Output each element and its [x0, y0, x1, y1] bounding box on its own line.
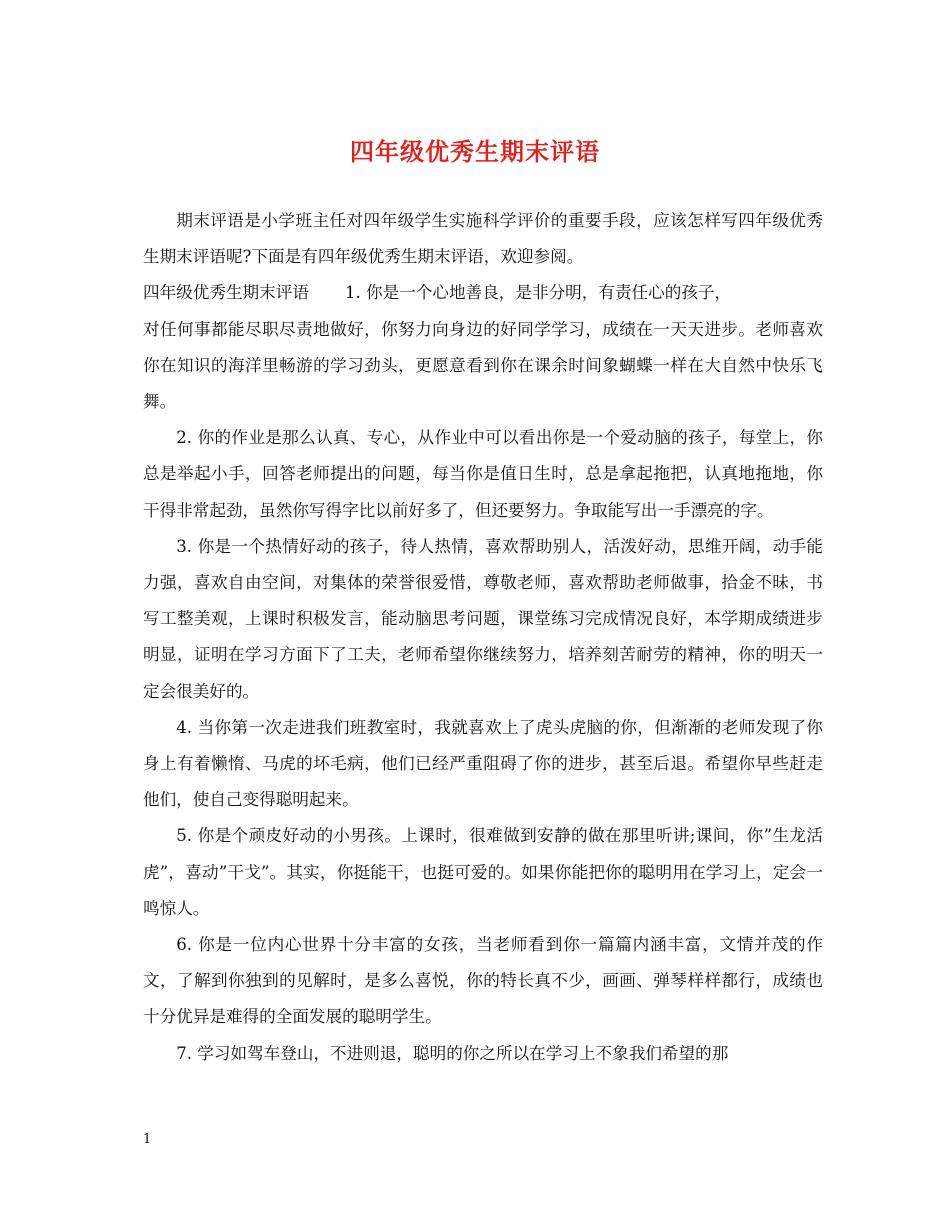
comment-item-1-start: 1. 你是一个心地善良，是非分明，有责任心的孩子，	[344, 283, 732, 303]
section-heading: 四年级优秀生期末评语	[143, 283, 309, 303]
comment-item-7: 7. 学习如驾车登山，不进则退，聪明的你之所以在学习上不象我们希望的那	[176, 1043, 729, 1063]
comment-item-5: 5. 你是个顽皮好动的小男孩。上课时，很难做到安静的做在那里听讲;课间，你”生龙活虎”，喜动”干戈”。其实，你挺能干，也挺可爱的。如果你能把你的聪明用在学习上，定会一鸣惊人。	[143, 826, 823, 918]
comment-item-3: 3. 你是一个热情好动的孩子，待人热情，喜欢帮助别人，活泼好动，思维开阔，动手能力强，喜欢自由空间，对集体的荣誉很爱惜，尊敬老师，喜欢帮助老师做事，拾金不昧，书写工整美观，上课时积极发言，能动脑思考问题，课堂练习完成情况良好，本学期成绩进步明显，证明在学习方面下了工夫，老师希望你继续努力，培养刻苦耐劳的精神，你的明天一定会很美好的。	[143, 536, 823, 701]
comment-item-1-body: 对任何事都能尽职尽责地做好，你努力向身边的好同学学习，成绩在一天天进步。老师喜欢你在知识的海洋里畅游的学习劲头，更愿意看到你在课余时间象蝴蝶一样在大自然中快乐飞舞。	[143, 319, 823, 412]
comment-item-2: 2. 你的作业是那么认真、专心，从作业中可以看出你是一个爱动脑的孩子，每堂上，你总是举起小手，回答老师提出的问题，每当你是值日生时，总是拿起拖把，认真地拖地，你干得非常起劲，虽然你写得字比以前好多了，但还要努力。争取能写出一手漂亮的字。	[143, 428, 823, 520]
comment-item-4: 4. 当你第一次走进我们班教室时，我就喜欢上了虎头虎脑的你，但渐渐的老师发现了你身上有着懒惰、马虎的坏毛病，他们已经严重阻碍了你的进步，甚至后退。希望你早些赶走他们，使自己变得聪明起来。	[143, 717, 823, 810]
intro-paragraph: 期末评语是小学班主任对四年级学生实施科学评价的重要手段，应该怎样写四年级优秀生期末评语呢?下面是有四年级优秀生期末评语，欢迎参阅。	[143, 211, 823, 267]
comment-item-1-heading-line	[143, 275, 823, 311]
document-body	[143, 203, 823, 1072]
comment-item-6: 6. 你是一位内心世界十分丰富的女孩，当老师看到你一篇篇内涵丰富，文情并茂的作文，了解到你独到的见解时，是多么喜悦，你的特长真不少，画画、弹琴样样都行，成绩也十分优异是难得的全面发展的聪明学生。	[143, 935, 823, 1027]
document-title: 四年级优秀生期末评语	[350, 137, 600, 166]
page-number: 1	[143, 1132, 152, 1147]
